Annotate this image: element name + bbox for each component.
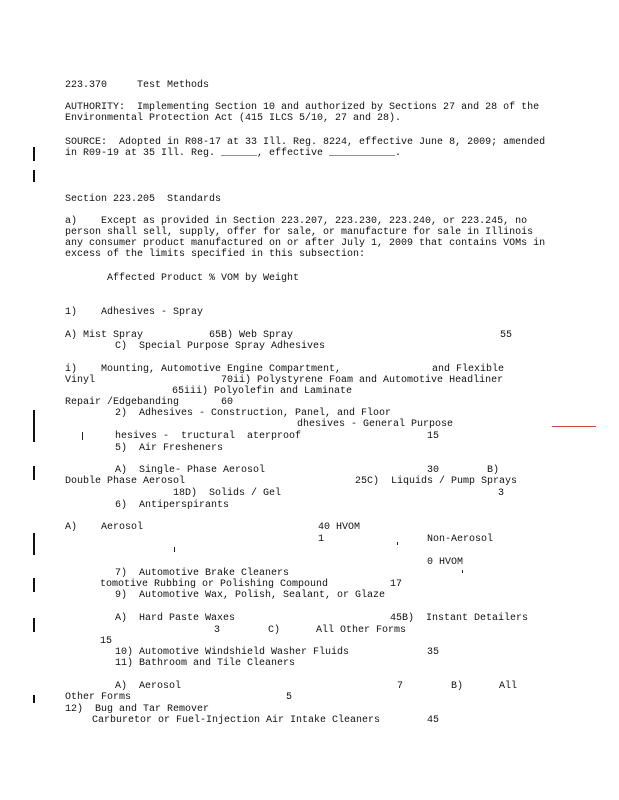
red-annotation-line [552, 426, 596, 427]
table-value: 45B) Instant Detailers [390, 613, 529, 624]
change-bar [33, 533, 35, 555]
table-row: i) Mounting, Automotive Engine Compartment, [65, 364, 342, 375]
scan-mark [82, 432, 83, 440]
table-row: A) Aerosol [65, 522, 144, 533]
table-value: 1 [318, 534, 325, 545]
table-row: dhesives - General Purpose [297, 419, 454, 430]
table-row: A) Mist Spray 65B) Web Spray [65, 330, 294, 341]
table-row: 65iii) Polyolefin and Laminate [172, 386, 353, 397]
table-value: 25C) Liquids / Pump Sprays [355, 476, 518, 487]
table-value: 17 [390, 579, 403, 590]
table-row: 7) Automotive Brake Cleaners [115, 568, 290, 579]
para-a-line-3: any consumer product manufactured on or after July 1, 2009 that contains VOMs in [65, 238, 546, 249]
table-row: hesives - tructural aterproof [115, 431, 302, 442]
change-bar [33, 466, 35, 480]
authority-line-2: Environmental Protection Act (415 ILCS 5/10, 27 and 28). [65, 113, 402, 124]
table-row: 2) Adhesives - Construction, Panel, and Floor [115, 408, 392, 419]
table-value: Non-Aerosol [427, 534, 494, 545]
section-title: Test Methods [137, 80, 210, 91]
change-bar [33, 147, 35, 161]
table-row: 9) Automotive Wax, Polish, Sealant, or Glaze [115, 590, 386, 601]
change-bar [33, 618, 35, 632]
table-row: 10) Automotive Windshield Washer Fluids [115, 647, 350, 658]
table-value: 40 HVOM [318, 522, 361, 533]
table-value: 3 [498, 488, 505, 499]
table-row: 11) Bathroom and Tile Cleaners [115, 658, 296, 669]
table-row: 5) Air Fresheners [115, 443, 224, 454]
section-number: 223.370 Test Methods [65, 80, 210, 91]
table-value: 5 [286, 692, 293, 703]
section-205-heading: Section 223.205 Standards [65, 194, 222, 205]
change-bar [33, 578, 35, 592]
table-value: 35 [427, 647, 440, 658]
table-value: 55 [500, 330, 513, 341]
authority-line-1: AUTHORITY: Implementing Section 10 and authorized by Sections 27 and 28 of the [65, 102, 540, 113]
change-bar [33, 695, 35, 703]
table-row: Other Forms [65, 692, 132, 703]
source-line-1: SOURCE: Adopted in R08-17 at 33 Ill. Reg. 8224, effective June 8, 2009; amended [65, 137, 546, 148]
table-header: Affected Product % VOM by Weight [107, 273, 300, 284]
table-value: 30 B) [427, 465, 500, 476]
table-row: A) Aerosol [115, 681, 182, 692]
table-row: A) Hard Paste Waxes [115, 613, 236, 624]
table-row: Double Phase Aerosol [65, 476, 186, 487]
scan-mark [462, 570, 463, 573]
para-a-line-1: a) Except as provided in Section 223.207, 223.230, 223.240, or 223.245, no [65, 216, 528, 227]
table-row: 6) Antiperspirants [115, 500, 230, 511]
table-row: A) Single- Phase Aerosol [115, 465, 266, 476]
table-row: Vinyl 70ii) Polystyrene Foam and Automotive Headliner [65, 375, 504, 386]
table-row: Repair /Edgebanding 60 [65, 397, 234, 408]
table-value: 7 B) All [397, 681, 518, 692]
section-205-title: Standards [167, 194, 222, 205]
table-row: 1) Adhesives - Spray [65, 307, 204, 318]
table-row: 18D) Solids / Gel [173, 488, 282, 499]
change-bar [33, 170, 35, 182]
table-row: 12) Bug and Tar Remover [65, 704, 210, 715]
table-row: C) Special Purpose Spray Adhesives [115, 341, 326, 352]
table-row: tomotive Rubbing or Polishing Compound [100, 579, 329, 590]
source-line-2: in R09-19 at 35 Ill. Reg. ______, effective ___________. [65, 148, 402, 159]
table-value: 0 HVOM [427, 557, 464, 568]
table-value: and Flexible [432, 364, 505, 375]
para-a-line-2: person shall sell, supply, offer for sale, or manufacture for sale in Illinois [65, 227, 534, 238]
para-a-line-4: excess of the limits specified in this subsection: [65, 249, 366, 260]
table-value: 15 [100, 636, 113, 647]
table-row: 3 C) All Other Forms [214, 625, 407, 636]
table-value: 45 [427, 715, 440, 726]
change-bar [33, 410, 35, 442]
scan-mark [174, 547, 175, 552]
table-value: 15 [427, 431, 440, 442]
scan-mark [397, 542, 398, 545]
table-row: Carburetor or Fuel-Injection Air Intake Cleaners [92, 715, 381, 726]
